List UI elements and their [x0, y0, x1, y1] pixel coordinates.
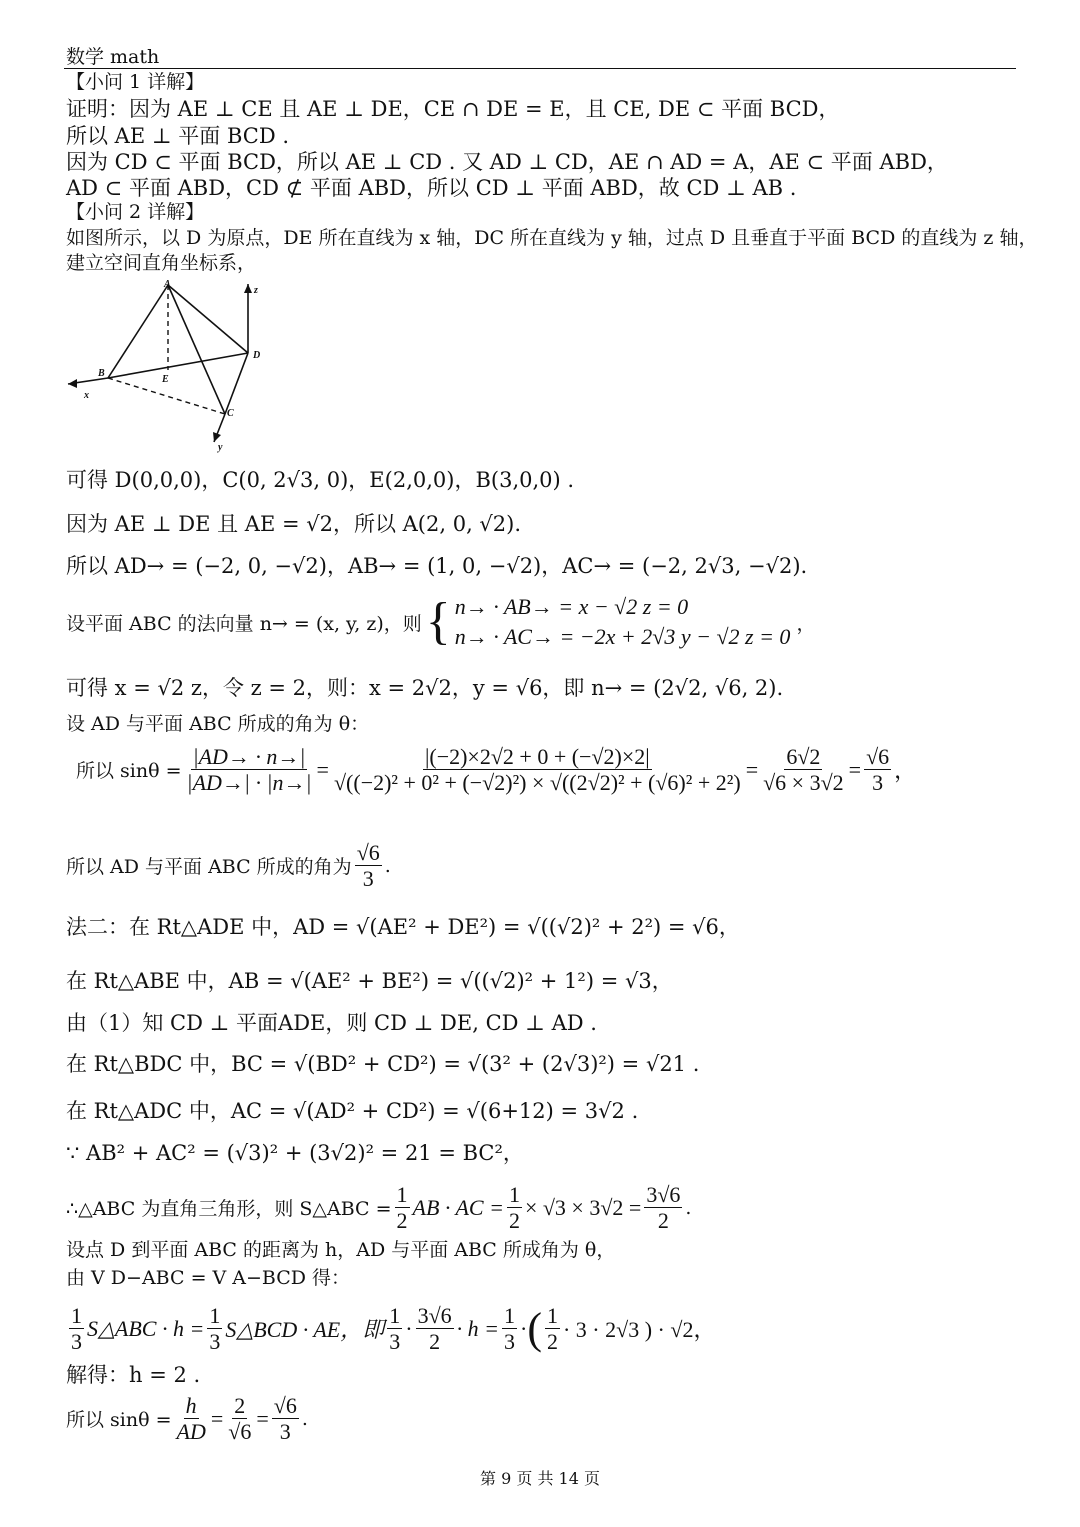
l12-f3-num: √6 — [273, 1393, 297, 1418]
label-d: D — [253, 350, 261, 361]
l10-paren: ( — [527, 1304, 542, 1354]
l10-half-den: 2 — [546, 1329, 558, 1355]
page-footer: 第 9 页 共 14 页 — [480, 1469, 600, 1488]
part1-title: 【小问 1 详解】 — [66, 71, 205, 93]
l10-b: S△BCD · AE，即 — [225, 1317, 385, 1343]
conclusion-fraction — [355, 840, 382, 892]
l12-eq-1: = — [210, 1405, 224, 1431]
part2-intro-2: 建立空间直角坐标系， — [66, 252, 257, 274]
l10-e: · — [520, 1315, 528, 1341]
label-z: z — [254, 285, 258, 296]
l10-c: · — [405, 1315, 413, 1341]
sin-comma: ， — [894, 758, 917, 784]
label-y: y — [218, 442, 223, 453]
page-header: 数学 math — [66, 46, 160, 68]
l10-d: · h = — [456, 1315, 499, 1341]
l12-eq-2: = — [256, 1405, 269, 1431]
l10-third-4 — [502, 1303, 517, 1355]
l12-lead: 所以 sinθ = — [66, 1409, 172, 1432]
edge-dc — [225, 353, 248, 414]
l10-half-num: 1 — [546, 1303, 558, 1328]
conclusion-line — [66, 840, 391, 892]
l10-third-4-den: 3 — [504, 1329, 515, 1355]
l7-half-1-num: 1 — [396, 1182, 408, 1207]
l7-lead: ∴△ABC 为直角三角形，则 S△ABC = — [66, 1198, 392, 1221]
l12-frac-1 — [175, 1393, 208, 1445]
conclusion-den: 3 — [362, 866, 374, 892]
l10-third-2-num: 1 — [209, 1303, 221, 1328]
part1-line-2: 所以 AE ⊥ 平面 BCD . — [66, 124, 290, 148]
conclusion-num: √6 — [356, 840, 380, 865]
sin-f2-num: |(−2)×2√2 + 0 + (−√2)×2| — [424, 744, 650, 769]
label-x: x — [84, 390, 89, 401]
tetrahedron-figure — [60, 278, 280, 458]
l10-frac-num: 3√6 — [417, 1303, 452, 1328]
method2-line-10 — [66, 1303, 715, 1355]
edge-ac — [168, 285, 225, 414]
sin-f2-den: √((−2)² + 0² + (−√2)²) × √((2√2)² + (√6)² + 2²) — [333, 770, 741, 796]
eq-2: = — [745, 756, 759, 782]
coords-line: 可得 D(0,0,0)，C(0, 2√3, 0)，E(2,0,0)，B(3,0,0) . — [66, 468, 575, 492]
method2-line-4: 在 Rt△BDC 中，BC = √(BD² + CD²) = √(3² + (2√3)²) = √21 . — [66, 1052, 700, 1076]
l10-third-1 — [69, 1303, 84, 1355]
edge-bd — [108, 353, 248, 378]
sin-f3-den: √6 × 3√2 — [763, 770, 844, 796]
label-a: A — [164, 279, 171, 290]
edge-ad — [168, 285, 248, 353]
sin-lead: 所以 sinθ = — [76, 760, 182, 783]
part2-title: 【小问 2 详解】 — [66, 201, 205, 223]
sin-f4-num: √6 — [866, 744, 890, 769]
part1-line-3: 因为 CD ⊂ 平面 BCD，所以 AE ⊥ CD . 又 AD ⊥ CD，AE ∩ AD = A，AE ⊂ 平面 ABD， — [66, 150, 948, 174]
l10-third-2 — [207, 1303, 222, 1355]
method2-line-6: ∵ AB² + AC² = (√3)² + (3√2)² = 21 = BC²， — [66, 1141, 524, 1165]
sin-fraction-4 — [864, 744, 891, 796]
label-c: C — [227, 408, 234, 419]
eq-1: = — [316, 756, 329, 782]
sin-f4-den: 3 — [872, 770, 884, 796]
l7-half-2-num: 1 — [508, 1182, 520, 1207]
l10-frac-den: 2 — [429, 1329, 441, 1355]
sin-f1-num: |AD→ · n→| — [192, 744, 306, 769]
l10-third-3-den: 3 — [389, 1329, 401, 1355]
normal-comma: ， — [796, 612, 816, 635]
part1-line-4: AD ⊂ 平面 ABD，CD ⊄ 平面 ABD，所以 CD ⊥ 平面 ABD，故 CD ⊥ AB . — [66, 176, 797, 200]
normal-system — [66, 594, 815, 650]
l12-f1-num: h — [185, 1393, 197, 1418]
l7-result — [644, 1182, 682, 1234]
sin-fraction-1 — [185, 744, 314, 796]
part2-intro-1: 如图所示，以 D 为原点，DE 所在直线为 x 轴，DC 所在直线为 y 轴，过点 D 且垂直于平面 BCD 的直线为 z 轴， — [66, 227, 1038, 249]
x-axis-arrow — [68, 379, 77, 388]
header-rule — [64, 68, 1016, 69]
l12-f1-den: AD — [176, 1419, 206, 1445]
l10-third-1-den: 3 — [71, 1329, 82, 1355]
l7-result-num: 3√6 — [646, 1182, 681, 1207]
l10-a: S△ABC · h = — [87, 1315, 205, 1341]
method2-line-8: 设点 D 到平面 ABC 的距离为 h，AD 与平面 ABC 所成角为 θ， — [66, 1239, 616, 1261]
conclusion-lead: 所以 AD 与平面 ABC 所成的角为 — [66, 856, 352, 879]
angle-setup-line: 设 AD 与平面 ABC 所成的角为 θ： — [66, 713, 370, 735]
normal-eq-2: n→ · AC→ = −2x + 2√3 y − √2 z = 0 — [454, 624, 791, 649]
l10-third-3-num: 1 — [389, 1303, 401, 1328]
l7-half-1-den: 2 — [396, 1208, 408, 1234]
l12-f2-den: √6 — [228, 1419, 252, 1445]
normal-eq-1: n→ · AB→ = x − √2 z = 0 — [454, 594, 689, 619]
y-axis-arrow — [213, 432, 221, 442]
conclusion-end: . — [384, 854, 391, 877]
sin-fraction-3 — [761, 744, 846, 796]
l10-third-4-num: 1 — [504, 1303, 515, 1328]
eq-3: = — [848, 756, 862, 782]
label-e: E — [162, 374, 169, 385]
method2-line-9: 由 V D−ABC = V A−BCD 得： — [66, 1267, 351, 1289]
method2-line-3: 由（1）知 CD ⊥ 平面ADE，则 CD ⊥ DE, CD ⊥ AD . — [66, 1011, 597, 1035]
l10-frac-3r6 — [416, 1303, 454, 1355]
sin-f1-den: |AD→| · |n→| — [186, 770, 312, 796]
l10-third-3 — [387, 1303, 402, 1355]
l10-third-2-den: 3 — [209, 1329, 221, 1355]
l12-f2-num: 2 — [234, 1393, 246, 1418]
method2-line-5: 在 Rt△ADC 中，AC = √(AD² + CD²) = √(6+12) = 3√2 . — [66, 1099, 639, 1123]
l7-half-2-den: 2 — [508, 1208, 520, 1234]
sin-equation — [76, 744, 916, 796]
method2-line-11: 解得：h = 2 . — [66, 1363, 201, 1387]
l10-f: · 3 · 2√3 ) · √2， — [562, 1317, 716, 1343]
normal-lead: 设平面 ABC 的法向量 n→ = (x, y, z)，则 — [66, 612, 422, 635]
l12-frac-2 — [226, 1393, 253, 1445]
method2-line-12 — [66, 1393, 308, 1445]
vectors-line: 所以 AD→ = (−2, 0, −√2)，AB→ = (1, 0, −√2)，AC→ = (−2, 2√3, −√2). — [66, 554, 808, 578]
sin-fraction-2 — [332, 744, 743, 796]
normal-result-line: 可得 x = √2 z，令 z = 2，则：x = 2√2，y = √6，即 n→ = (2√2, √6, 2). — [66, 676, 784, 700]
sin-f3-num: 6√2 — [786, 744, 821, 769]
label-b: B — [98, 368, 105, 379]
part1-line-1: 证明：因为 AE ⊥ CE 且 AE ⊥ DE，CE ∩ DE = E，且 CE, DE ⊂ 平面 BCD， — [66, 97, 840, 121]
l12-frac-3 — [272, 1393, 299, 1445]
l12-end: . — [301, 1407, 308, 1430]
l10-half — [545, 1303, 560, 1355]
method2-line-2: 在 Rt△ABE 中，AB = √(AE² + BE²) = √((√2)² + 1²) = √3， — [66, 969, 673, 993]
l10-third-1-num: 1 — [71, 1303, 82, 1328]
method2-line-1: 法二：在 Rt△ADE 中，AD = √(AE² + DE²) = √((√2)² + 2²) = √6， — [66, 915, 740, 939]
edge-ab — [108, 285, 168, 378]
l7-mid2: × √3 × 3√2 = — [524, 1194, 642, 1220]
normal-equations — [455, 594, 791, 650]
z-axis-arrow — [244, 284, 252, 293]
l7-end: . — [685, 1196, 692, 1219]
l7-half-2 — [507, 1182, 522, 1234]
method2-line-7 — [66, 1182, 691, 1234]
l12-f3-den: 3 — [279, 1419, 291, 1445]
l7-result-den: 2 — [657, 1208, 669, 1234]
l7-half-1 — [395, 1182, 410, 1234]
l7-mid: AB · AC = — [412, 1194, 504, 1220]
point-a-line: 因为 AE ⊥ DE 且 AE = √2，所以 A(2, 0, √2). — [66, 512, 522, 536]
brace: { — [425, 593, 451, 650]
